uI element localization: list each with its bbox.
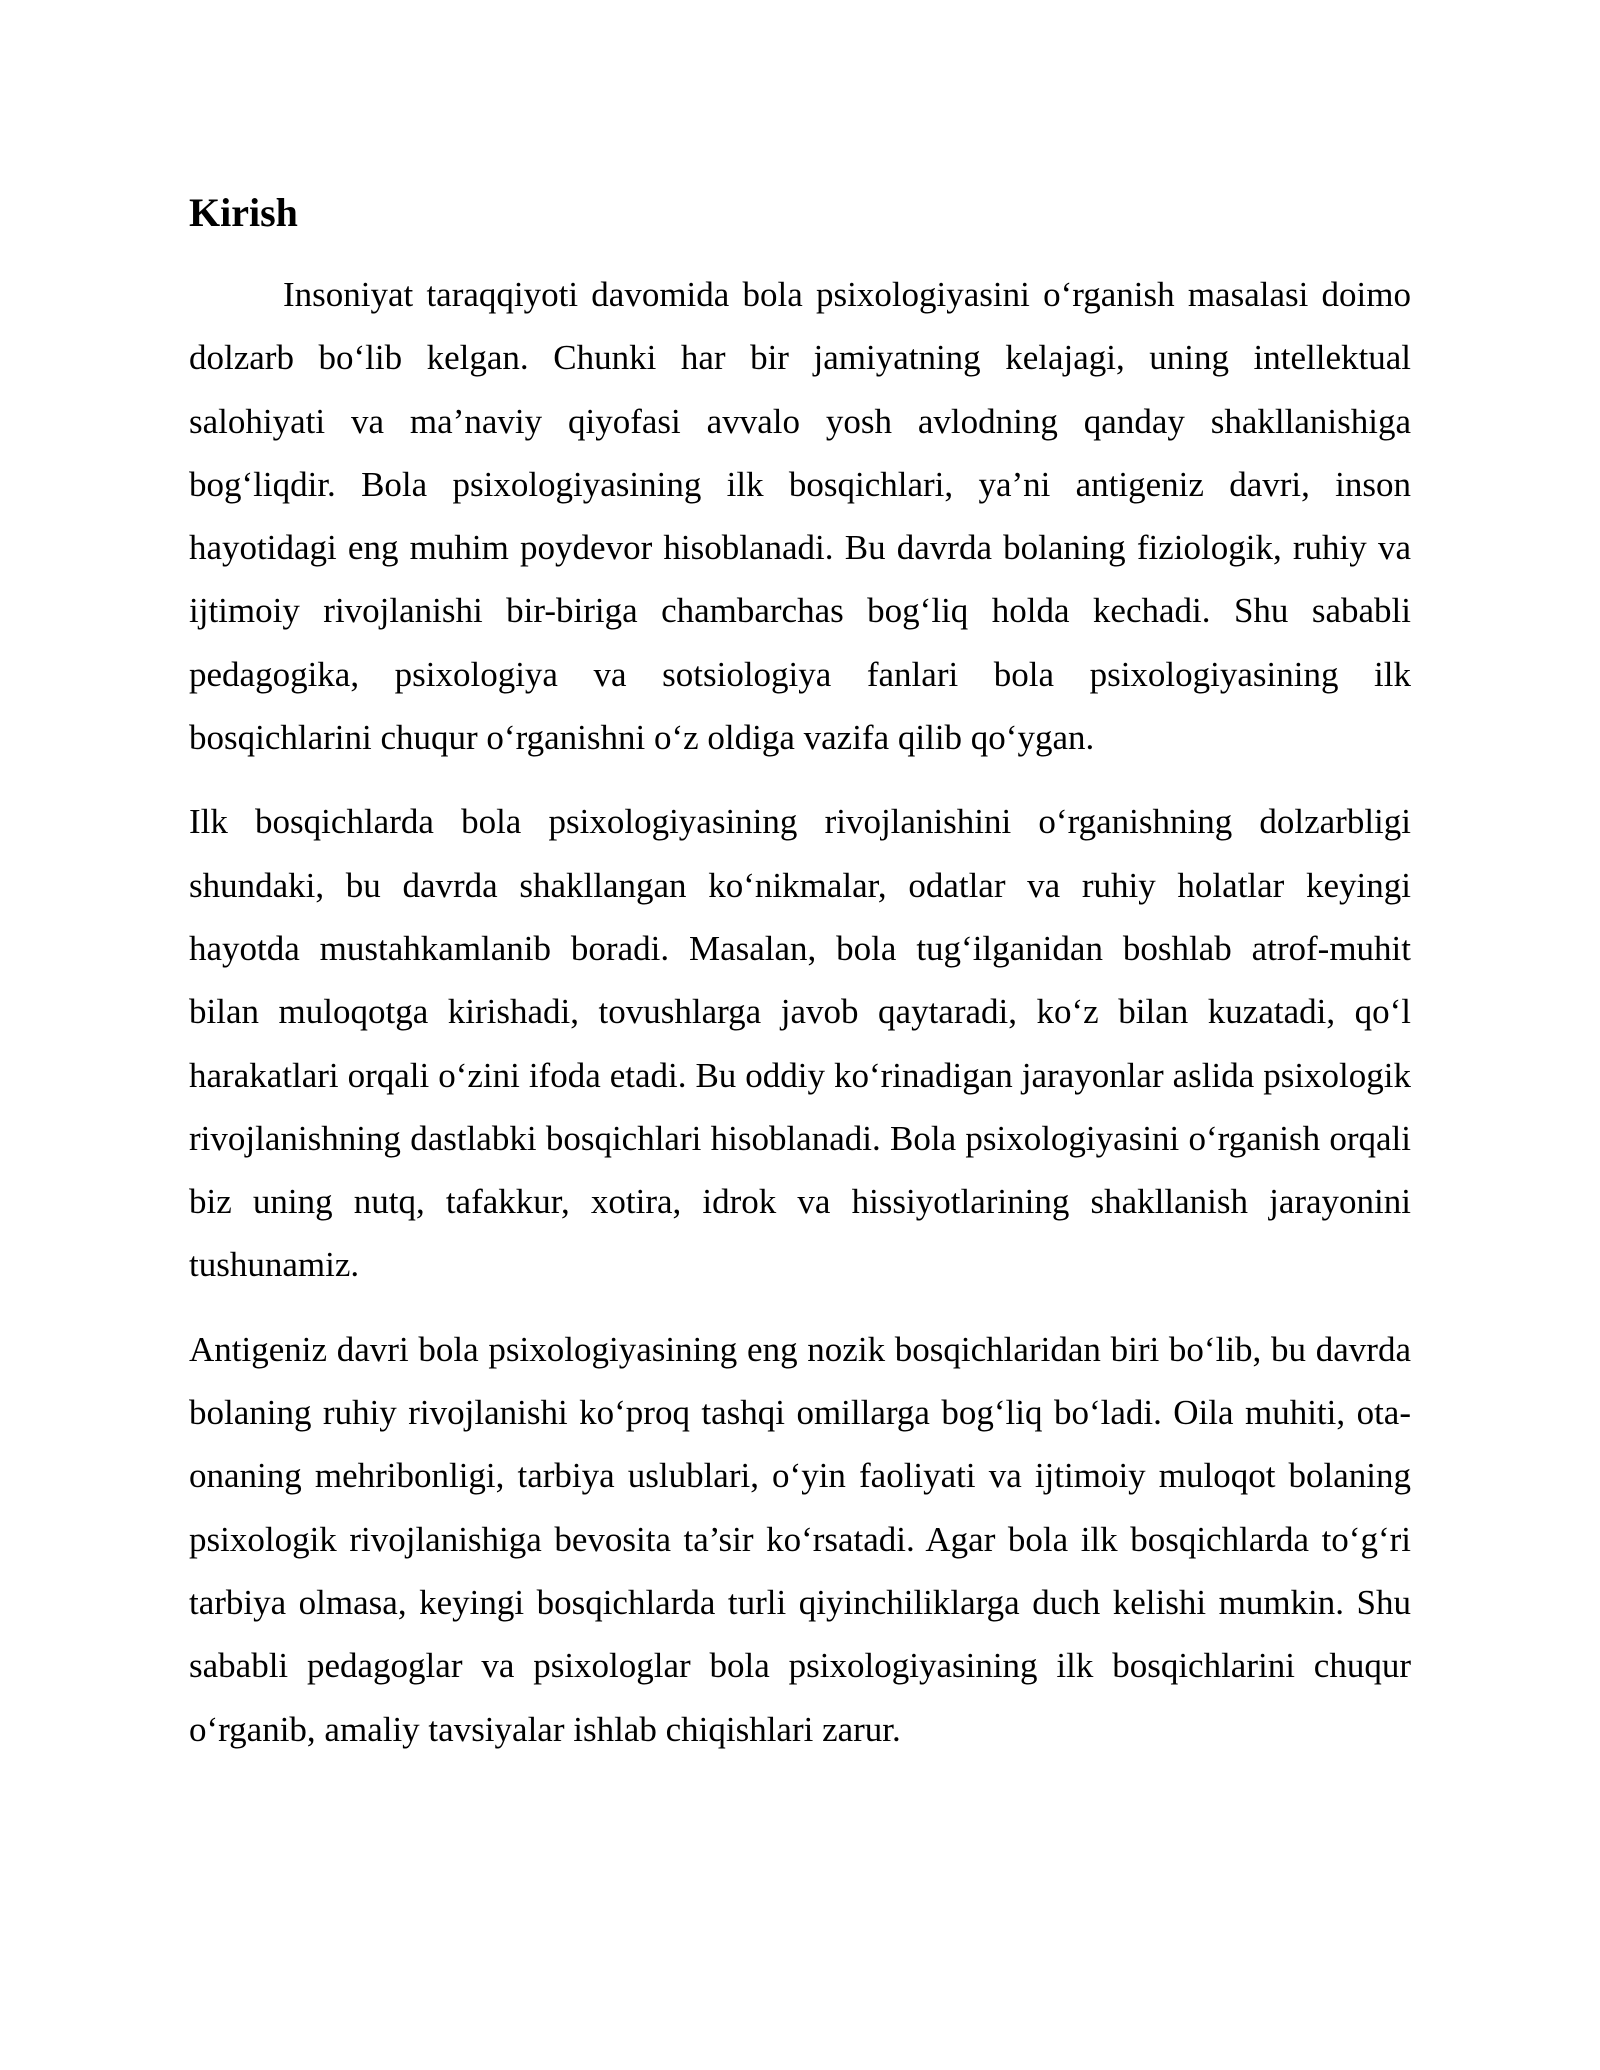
section-heading: Kirish	[189, 190, 298, 235]
paragraph-3: Antigeniz davri bola psixologiyasining eng nozik bosqichlaridan biri bo‘lib, bu davrda bolaning ruhiy rivojlanishi ko‘proq tashqi omillarga bog‘liq bo‘ladi. Oila muhiti, ota-onaning mehribonligi, tarbiya uslublari, o‘yin faoliyati va ijtimoiy muloqot bolaning psixologik rivojlanishiga bevosita ta’sir ko‘rsatadi. Agar bola ilk bosqichlarda to‘g‘ri tarbiya olmasa, keyingi bosqichlarda turli qiyinchiliklarga duch kelishi mumkin. Shu sababli pedagoglar va psixologlar bola psixologiyasining ilk bosqichlarini chuqur o‘rganib, amaliy tavsiyalar ishlab chiqishlari zarur.	[189, 1329, 1411, 1749]
paragraph-2: Ilk bosqichlarda bola psixologiyasining rivojlanishini o‘rganishning dolzarbligi shundaki, bu davrda shakllangan ko‘nikmalar, odatlar va ruhiy holatlar keyingi hayotda mustahkamlanib boradi. Masalan, bola tug‘ilganidan boshlab atrof-muhit bilan muloqotga kirishadi, tovushlarga javob qaytaradi, ko‘z bilan kuzatadi, qo‘l harakatlari orqali o‘zini ifoda etadi. Bu oddiy ko‘rinadigan jarayonlar aslida psixologik rivojlanishning dastlabki bosqichlari hisoblanadi. Bola psixologiyasini o‘rganish orqali biz uning nutq, tafakkur, xotira, idrok va hissiyotlarining shakllanish jarayonini tushunamiz.	[189, 802, 1411, 1285]
document-body	[189, 185, 1411, 1782]
paragraph-1: Insoniyat taraqqiyoti davomida bola psixologiyasini o‘rganish masalasi doimo dolzarb bo‘lib kelgan. Chunki har bir jamiyatning kelajagi, uning intellektual salohiyati va ma’naviy qiyofasi avvalo yosh avlodning qanday shakllanishiga bog‘liqdir. Bola psixologiyasining ilk bosqichlari, ya’ni antigeniz davri, inson hayotidagi eng muhim poydevor hisoblanadi. Bu davrda bolaning fiziologik, ruhiy va ijtimoiy rivojlanishi bir-biriga chambarchas bog‘liq holda kechadi. Shu sababli pedagogika, psixologiya va sotsiologiya fanlari bola psixologiyasining ilk bosqichlarini chuqur o‘rganishni o‘z oldiga vazifa qilib qo‘ygan.	[189, 275, 1411, 758]
